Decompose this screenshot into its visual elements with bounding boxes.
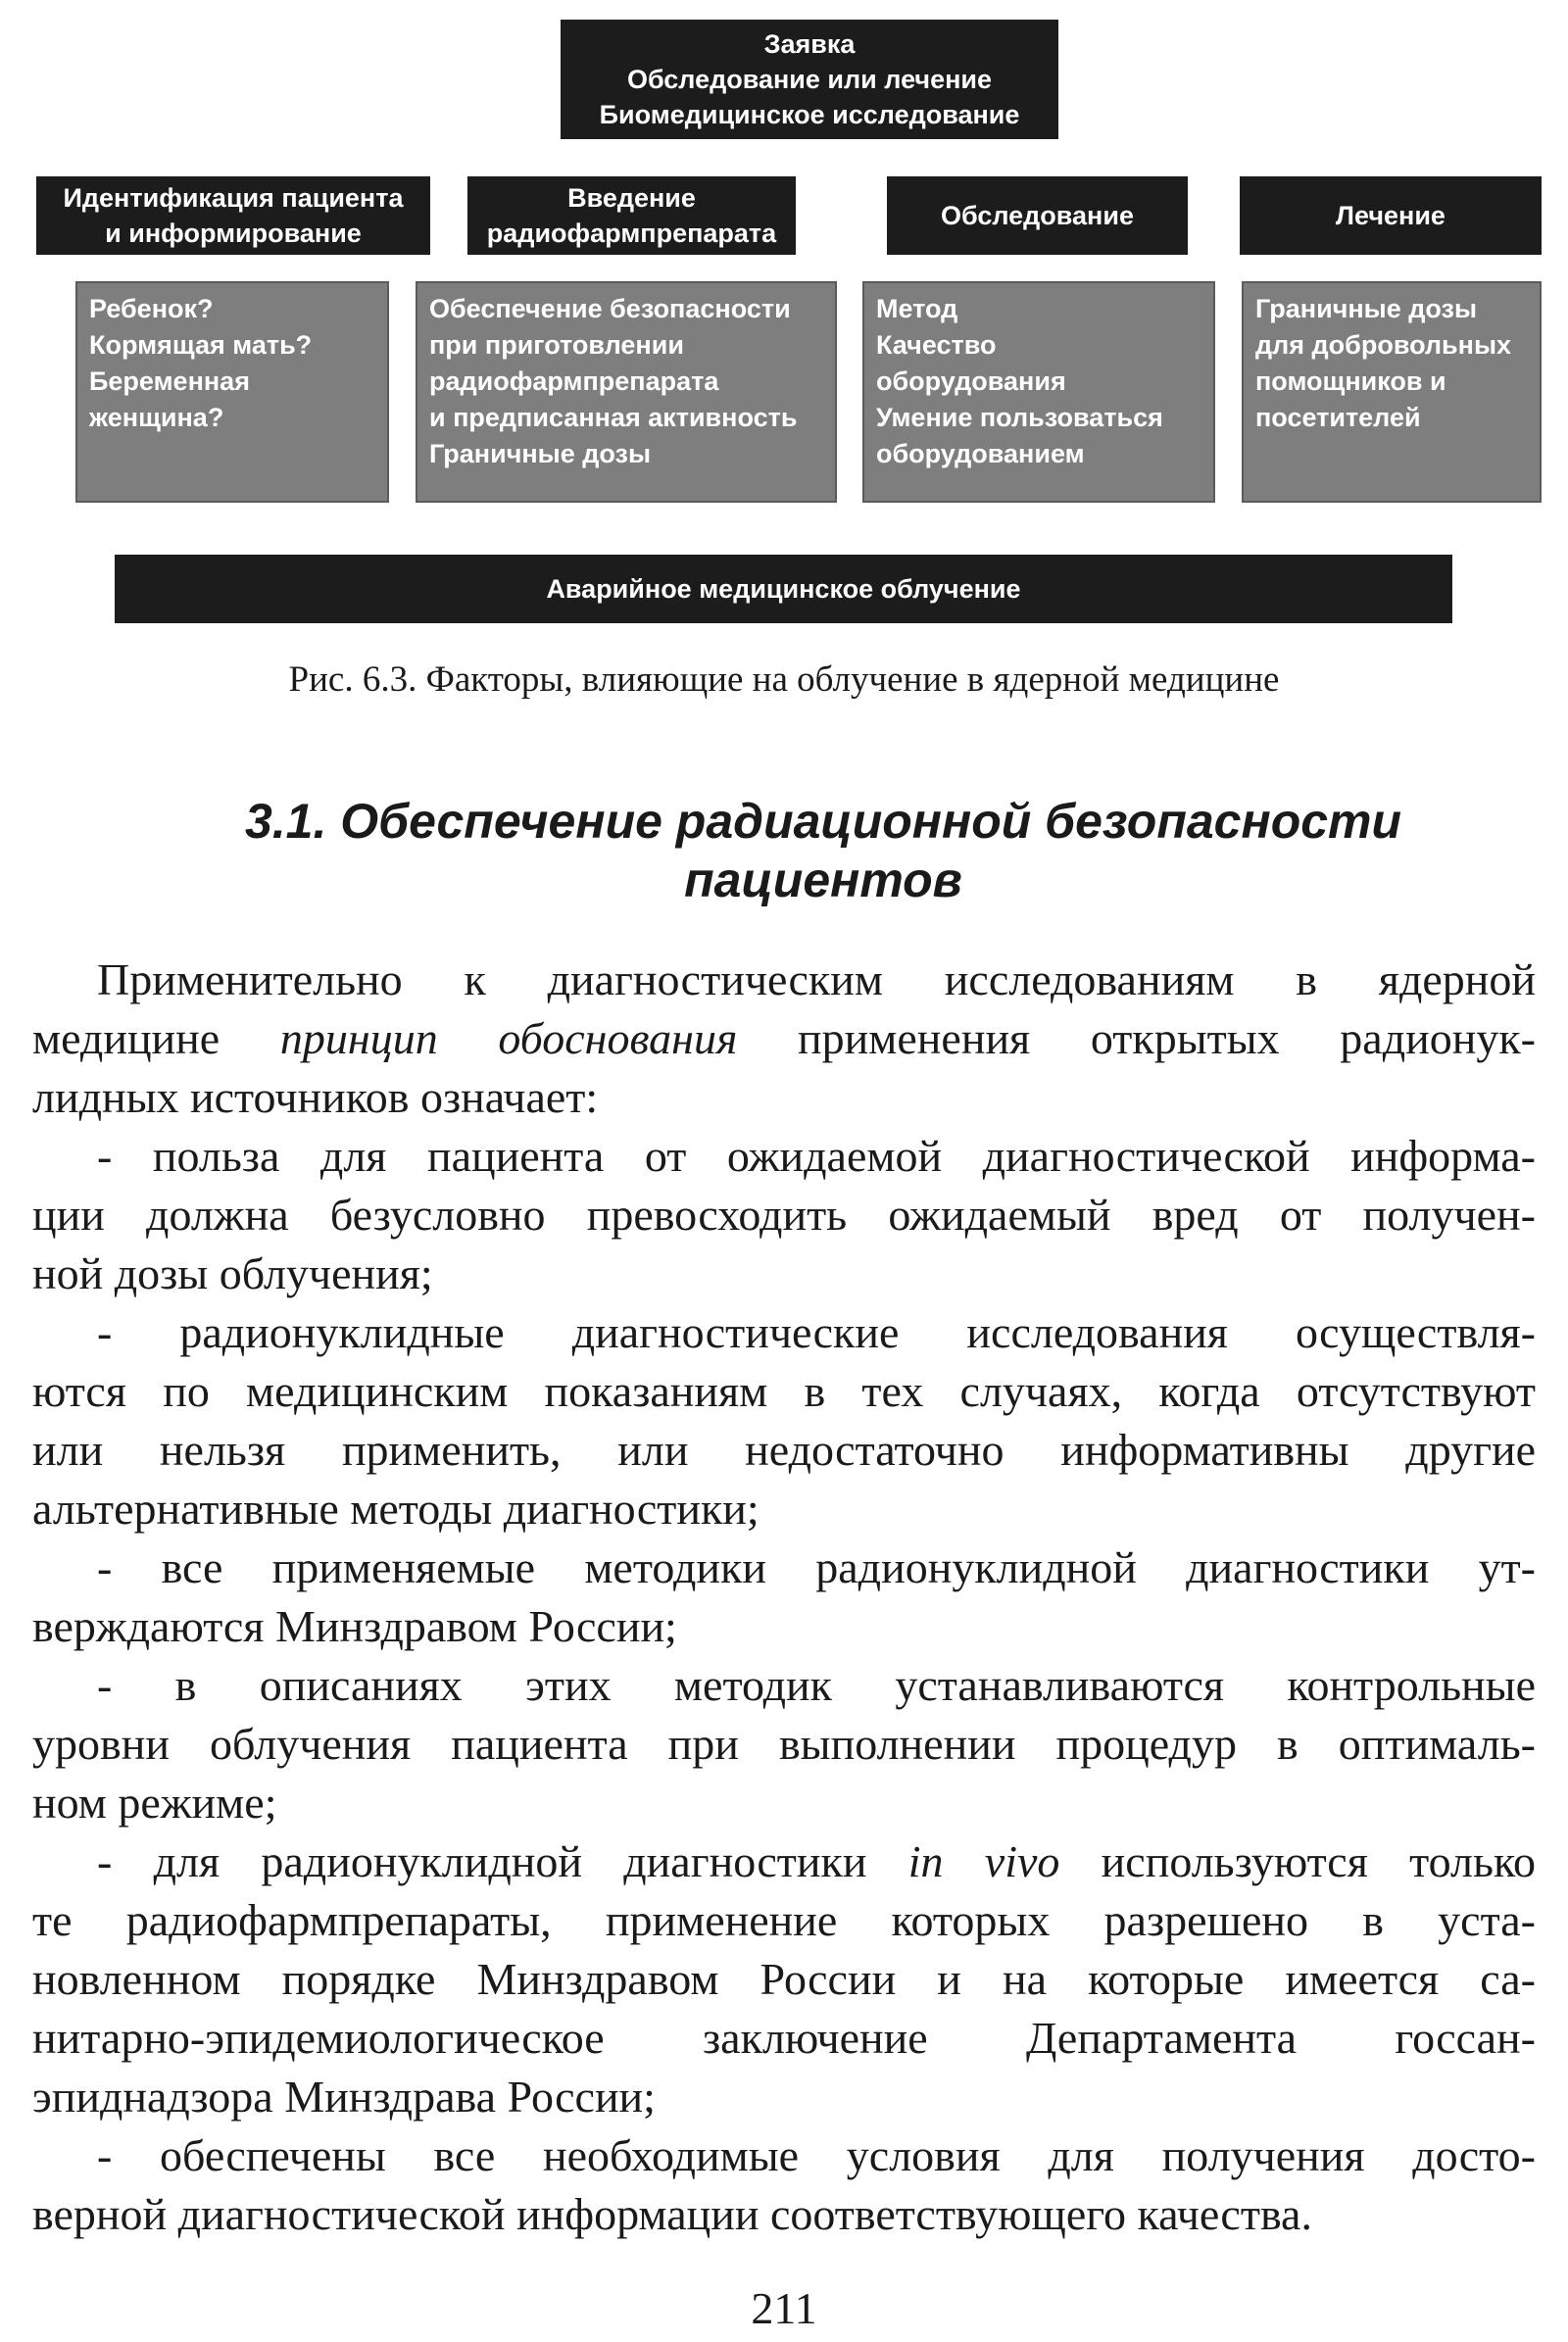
detail-line: Кормящая мать?: [89, 330, 313, 360]
request-box: [561, 20, 1058, 139]
text-line: - польза для пациента от ожидаемой диагностической информа-: [97, 1131, 1536, 1181]
detail-line: и предписанная активность: [429, 403, 798, 432]
text-line: альтернативные методы диагностики;: [32, 1484, 760, 1534]
text-line: ции должна безусловно превосходить ожидаемый вред от получен-: [32, 1190, 1536, 1240]
body-text: [32, 951, 1536, 2244]
request-box-line: Обследование или лечение: [626, 65, 993, 94]
emergency-exposure-bar: [115, 555, 1452, 623]
emphasis-term: принцип обоснования: [279, 1013, 738, 1063]
text-line: верждаются Минздравом России;: [32, 1601, 677, 1651]
text-line: - обеспечены все необходимые условия для получения досто-: [97, 2130, 1536, 2180]
text-line: ном режиме;: [32, 1778, 277, 1828]
detail-line: помощников и: [1255, 366, 1446, 396]
detail-line: Граничные дозы: [1255, 294, 1478, 323]
text-line: или нельзя применить, или недостаточно информативны другие: [32, 1425, 1536, 1475]
figure-caption: Рис. 6.3. Факторы, влияющие на облучение в ядерной медицине: [288, 659, 1280, 700]
header-patient-identification: [36, 176, 430, 255]
detail-line: радиофармпрепарата: [429, 366, 719, 396]
detail-line: Ребенок?: [89, 294, 214, 323]
text-line: - радионуклидные диагностические исследования осуществля-: [97, 1307, 1536, 1357]
detail-treatment: [1242, 281, 1542, 503]
detail-line: женщина?: [89, 403, 224, 432]
text-span: используются только: [1059, 1836, 1536, 1886]
header-line: Введение: [567, 183, 696, 213]
detail-radiopharm-administration: [416, 281, 837, 503]
text-line: уровни облучения пациента при выполнении процедур в оптималь-: [32, 1719, 1536, 1769]
detail-line: Качество: [876, 330, 997, 360]
section-heading: [98, 792, 1548, 909]
emphasis-term: in vivo: [907, 1836, 1060, 1886]
detail-line: Беременная: [89, 366, 250, 396]
heading-line: пациентов: [684, 853, 962, 907]
header-line: Лечение: [1336, 201, 1446, 230]
detail-line: Граничные дозы: [429, 439, 652, 468]
header-line: и информирование: [105, 219, 362, 248]
text-span: медицине: [32, 1013, 280, 1063]
detail-patient-identification: [75, 281, 389, 503]
text-line: новленном порядке Минздравом России и на которые имеется са-: [32, 1954, 1536, 2004]
request-box-line: Биомедицинское исследование: [599, 100, 1020, 129]
detail-examination: [862, 281, 1215, 503]
text-line: ной дозы облучения;: [32, 1248, 433, 1298]
header-line: Идентификация пациента: [63, 183, 404, 213]
text-line: лидных источников означает:: [32, 1072, 599, 1122]
detail-line: оборудования: [876, 366, 1066, 396]
text-line: [32, 1832, 1536, 1891]
text-span: применения открытых радионук-: [737, 1013, 1537, 1063]
header-line: радиофармпрепарата: [486, 219, 777, 248]
text-line: - в описаниях этих методик устанавливаются контрольные: [97, 1660, 1536, 1710]
detail-line: Обеспечение безопасности: [429, 294, 791, 323]
detail-line: Умение пользоваться: [876, 403, 1163, 432]
detail-line: для добровольных: [1255, 330, 1512, 360]
detail-line: при приготовлении: [429, 330, 684, 360]
text-line: эпиднадзора Минздрава России;: [32, 2072, 656, 2122]
text-span: - для радионуклидной диагностики: [97, 1836, 908, 1886]
text-line: те радиофармпрепараты, применение которых разрешено в уста-: [32, 1895, 1536, 1945]
emergency-exposure-label: Аварийное медицинское облучение: [546, 574, 1021, 604]
text-line: - все применяемые методики радионуклидной диагностики ут-: [97, 1542, 1536, 1592]
text-line: Применительно к диагностическим исследованиям в ядерной: [97, 954, 1536, 1004]
page-number: 211: [751, 2283, 817, 2333]
header-line: Обследование: [941, 201, 1134, 230]
detail-line: посетителей: [1255, 403, 1421, 432]
request-box-line: Заявка: [763, 29, 856, 59]
text-line: ются по медицинским показаниям в тех случаях, когда отсутствуют: [32, 1366, 1536, 1416]
detail-line: оборудованием: [876, 439, 1085, 468]
header-radiopharm-administration: [467, 176, 796, 255]
detail-line: Метод: [876, 294, 958, 323]
header-examination: [887, 176, 1188, 255]
text-line: нитарно-эпидемиологическое заключение Департамента госсан-: [32, 2013, 1536, 2063]
text-line: [32, 1009, 1536, 1068]
text-line: верной диагностической информации соответствующего качества.: [32, 2189, 1312, 2239]
heading-line: 3.1. Обеспечение радиационной безопасности: [244, 794, 1402, 849]
header-treatment: [1240, 176, 1542, 255]
